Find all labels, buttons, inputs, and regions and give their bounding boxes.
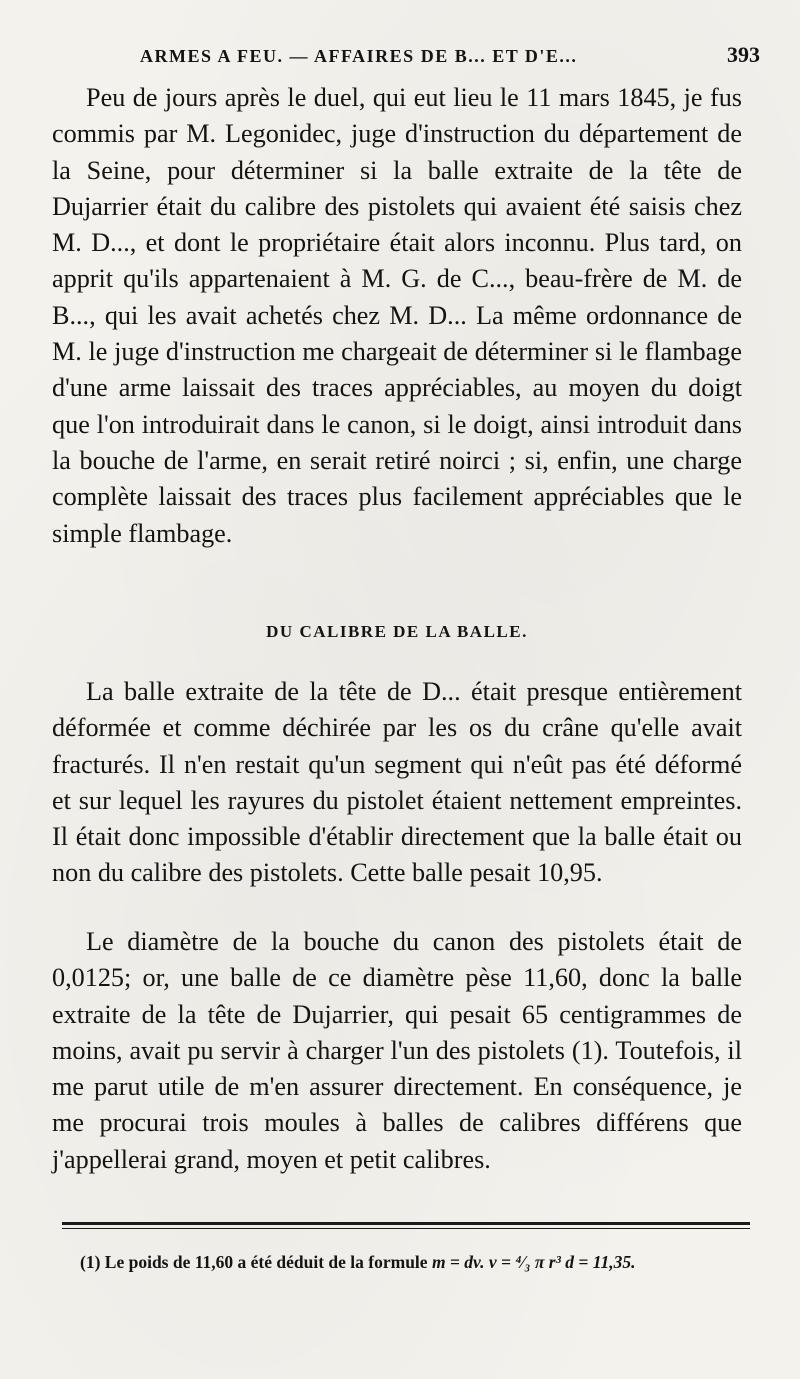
footnote-rule bbox=[62, 1222, 750, 1225]
footnote-text: (1) Le poids de 11,60 a été déduit de la formule bbox=[80, 1252, 432, 1272]
running-head bbox=[140, 42, 760, 68]
footnote bbox=[80, 1252, 760, 1273]
footnote-formula: m = dv. v = ⁴⁄₃ π r³ d = 11,35. bbox=[431, 1252, 636, 1272]
paragraph-bullet-deformed: La balle extraite de la tête de D... était presque entièrement déformée et comme déchirée par les os du crâne qu'elle avait fracturés. Il n'en restait qu'un segment qui n'eût pas été déformé et sur lequel les rayures du pistolet étaient nettement empreintes. Il était donc impossible d'établir directement que la balle était ou non du calibre des pistolets. Cette balle pesait 10,95. bbox=[52, 677, 742, 888]
page-number: 393 bbox=[727, 42, 760, 67]
paragraph-duel-commission: Peu de jours après le duel, qui eut lieu le 11 mars 1845, je fus commis par M. Legonidec, juge d'instruction du département de la Seine, pour déterminer si la balle extraite de la tête de Dujarrier était du calibre des pistolets qui avaient été saisis chez M. D..., et dont le propriétaire était alors inconnu. Plus tard, on apprit qu'ils appartenaient à M. G. de C..., beau-frère de M. de B..., qui les avait achetés chez M. D... La même ordonnance de M. le juge d'instruction me chargeait de déterminer si le flambage d'une arme laissait des traces appréciables, au moyen du doigt que l'on introduirait dans le canon, si le doigt, ainsi introduit dans la bouche de l'arme, en serait retiré noirci ; si, enfin, une charge complète laissait des traces plus facilement appréciables que le simple flambage. bbox=[52, 83, 742, 548]
footnote-rule-thin bbox=[62, 1228, 750, 1229]
paragraph-barrel-diameter: Le diamètre de la bouche du canon des pistolets était de 0,0125; or, une balle de ce diamètre pèse 11,60, donc la balle extraite de la tête de Dujarrier, qui pesait 65 centigrammes de moins, avait pu servir à charger l'un des pistolets (1). Toutefois, il me parut utile de m'en assurer directement. En conséquence, je me procurai trois moules à balles de calibres différens que j'appellerai grand, moyen et petit calibres. bbox=[52, 927, 742, 1174]
section-heading: DU CALIBRE DE LA BALLE. bbox=[266, 622, 528, 641]
running-head-title: ARMES A FEU. — AFFAIRES DE B... ET D'E... bbox=[140, 46, 578, 66]
